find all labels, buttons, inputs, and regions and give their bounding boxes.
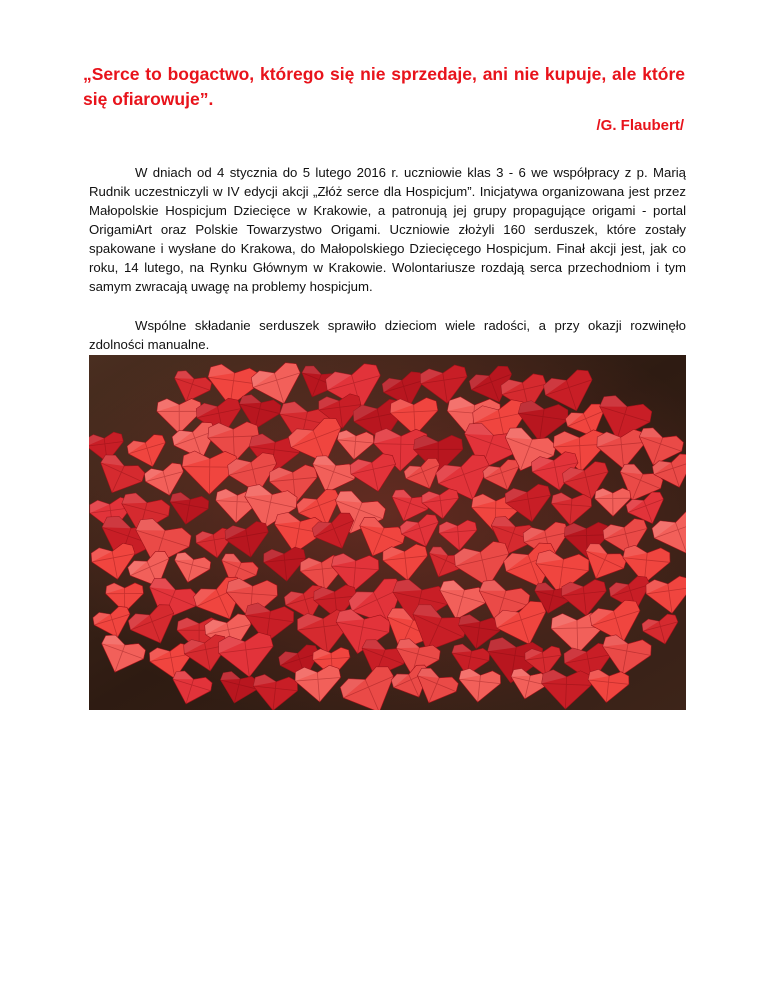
quote-text: „Serce to bogactwo, którego się nie sprzedaje, ani nie kupuje, ale które się ofiarowuje”. — [83, 64, 685, 109]
quote-author: /G. Flaubert/ — [596, 117, 684, 134]
body-paragraph-1: W dniach od 4 stycznia do 5 lutego 2016 r. uczniowie klas 3 - 6 we współpracy z p. Marią Rudnik uczestniczyli w IV edycji akcji „Złóż serce dla Hospicjum”. Inicjatywa organizowana jest przez Małopolskie Hospicjum Dziecięce w Krakowie, a patronują jej grupy propagujące origami - portal OrigamiArt oraz Polskie Towarzystwo Origami. Uczniowie złożyli 160 serduszek, które zostały spakowane i wysłane do Krakowa, do Małopolskiego Dziecięcego Hospicjum. Finał akcji jest, jak co roku, 14 lutego, na Rynku Głównym w Krakowie. Wolontariusze rozdają serca przechodniom i tym samym zwracają uwagę na problemy hospicjum. — [89, 165, 686, 294]
origami-hearts-group — [89, 359, 686, 710]
origami-hearts-photo — [89, 355, 686, 710]
body-paragraph-2: Wspólne składanie serduszek sprawiło dzieciom wiele radości, a przy okazji rozwinęło zdolności manualne. — [89, 318, 686, 352]
